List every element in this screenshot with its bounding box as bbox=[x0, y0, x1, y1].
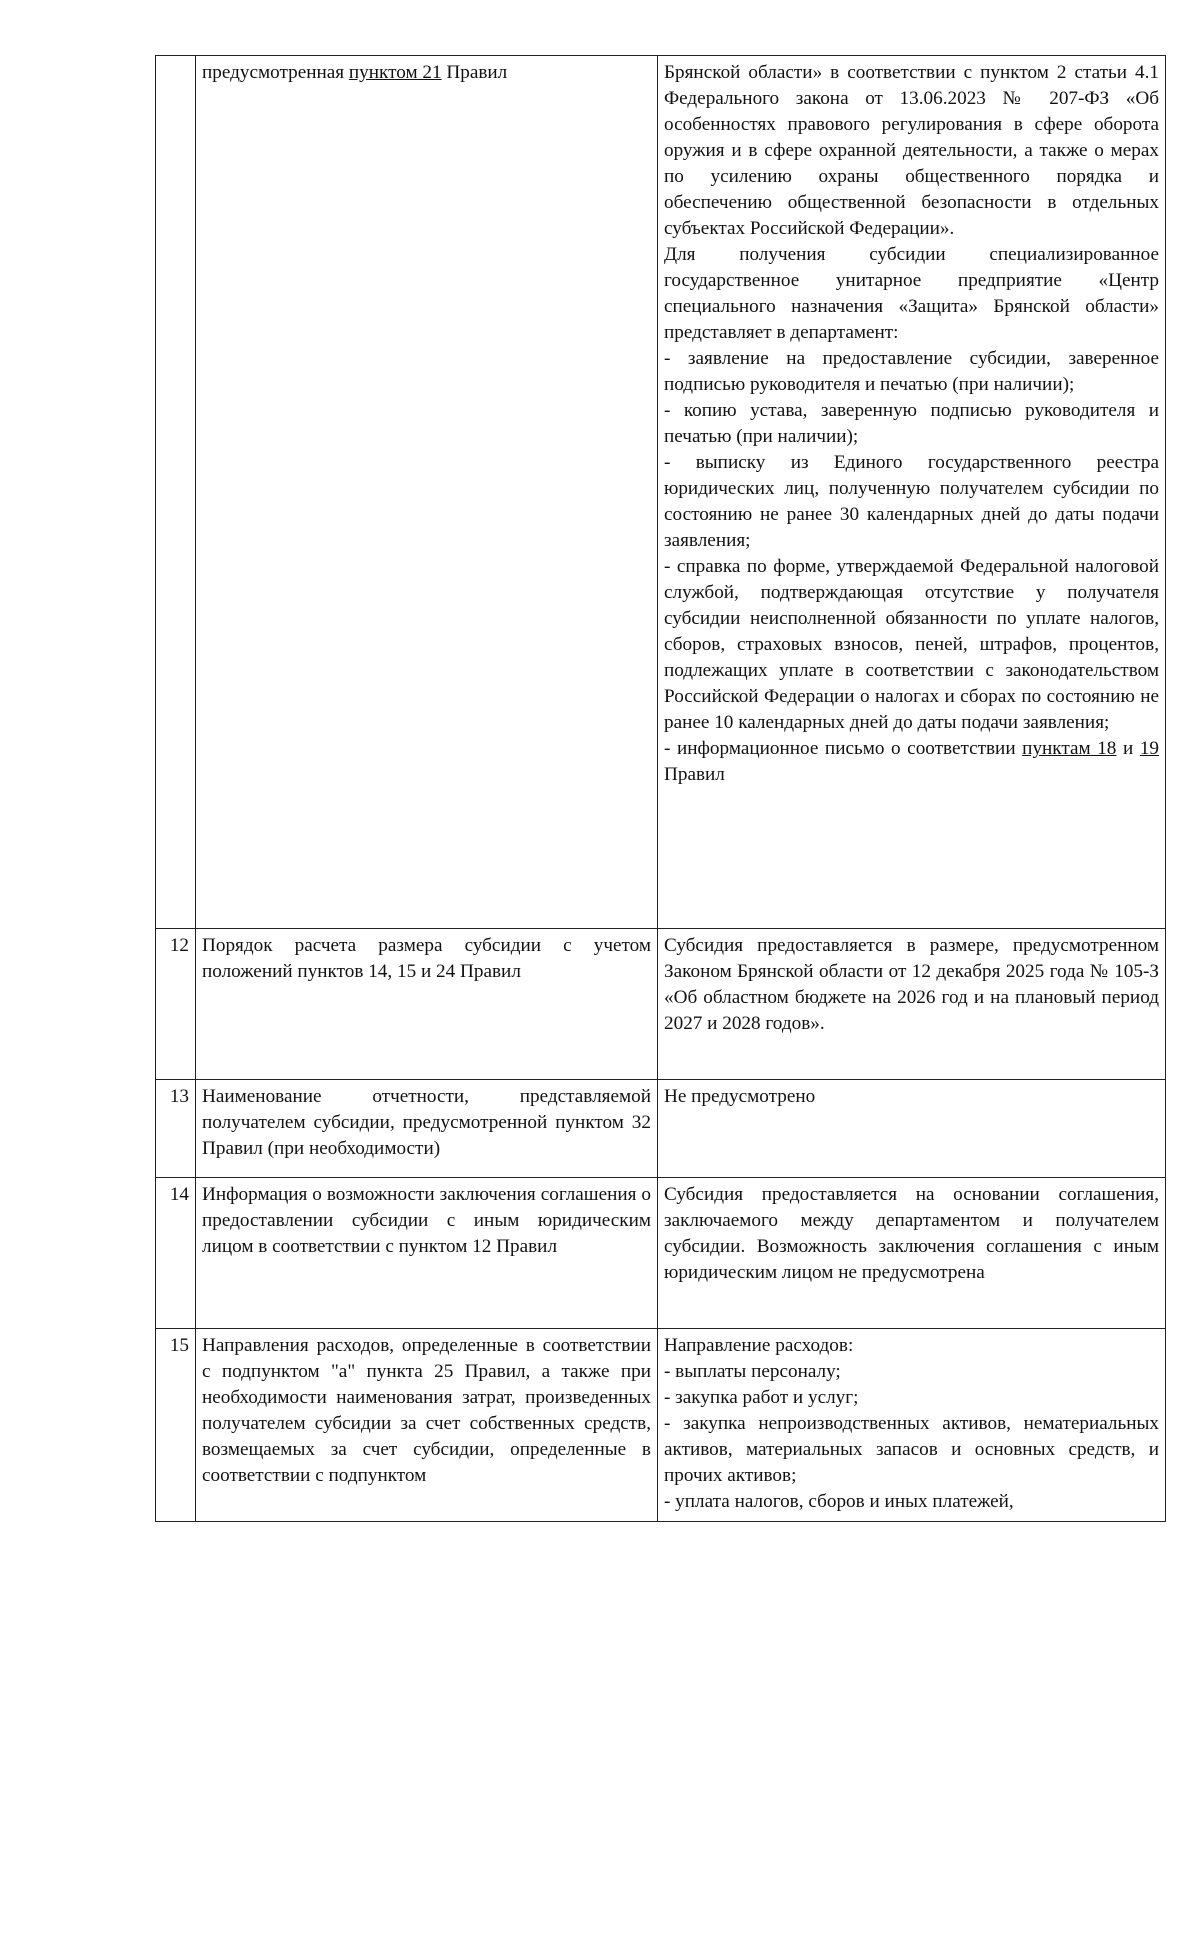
table-row bbox=[156, 56, 1166, 929]
value-line: Направление расходов: bbox=[664, 1335, 854, 1356]
table-row bbox=[156, 1178, 1166, 1329]
value-paragraph: - заявление на предоставление субсидии, заверенное подписью руководителя и печатью (при наличии); bbox=[664, 348, 1159, 395]
rule-link[interactable]: пунктом 21 bbox=[348, 62, 442, 83]
row-number: 13 bbox=[156, 1080, 196, 1178]
row-name bbox=[196, 56, 658, 929]
row-name-prefix: предусмотренная bbox=[202, 62, 349, 83]
last-para-mid: и bbox=[1116, 738, 1140, 759]
value-paragraph: - копию устава, заверенную подписью руководителя и печатью (при наличии); bbox=[664, 400, 1159, 447]
table-row bbox=[156, 929, 1166, 1080]
value-line: - уплата налогов, сборов и иных платежей, bbox=[664, 1491, 1014, 1512]
value-paragraph: - выписку из Единого государственного реестра юридических лиц, полученную получателем субсидии по состоянию не ранее 30 календарных дней до даты подачи заявления; bbox=[664, 452, 1159, 551]
row-value: Не предусмотрено bbox=[658, 1080, 1166, 1178]
row-value: Субсидия предоставляется в размере, предусмотренном Законом Брянской области от 12 декабря 2025 года № 105-З «Об областном бюджете на 2026 год и на плановый период 2027 и 2028 годов». bbox=[658, 929, 1166, 1080]
row-name: Направления расходов, определенные в соответствии с подпунктом "а" пункта 25 Правил, а также при необходимости наименования затрат, произведенных получателем субсидии за счет собственных средств, возмещаемых за счет субсидии, определенные в соответствии с подпунктом bbox=[196, 1329, 658, 1522]
row-name-suffix: Правил bbox=[441, 62, 508, 83]
subsidy-table bbox=[155, 55, 1166, 1522]
row-number: 15 bbox=[156, 1329, 196, 1522]
rule-link[interactable]: 19 bbox=[1139, 738, 1159, 759]
value-line: - закупка работ и услуг; bbox=[664, 1387, 859, 1408]
row-number: 14 bbox=[156, 1178, 196, 1329]
row-number bbox=[156, 56, 196, 929]
row-number: 12 bbox=[156, 929, 196, 1080]
value-paragraph: Для получения субсидии специализированное государственное унитарное предприятие «Центр специального назначения «Защита» Брянской области» представляет в департамент: bbox=[664, 244, 1159, 343]
row-value bbox=[658, 56, 1166, 929]
row-name: Информация о возможности заключения соглашения о предоставлении субсидии с иным юридическим лицом в соответствии с пунктом 12 Правил bbox=[196, 1178, 658, 1329]
row-value: Субсидия предоставляется на основании соглашения, заключаемого между департаментом и получателем субсидии. Возможность заключения соглашения с иным юридическим лицом не предусмотрена bbox=[658, 1178, 1166, 1329]
value-paragraph: - справка по форме, утверждаемой Федеральной налоговой службой, подтверждающая отсутствие у получателя субсидии неисполненной обязанности по уплате налогов, сборов, страховых взносов, пеней, штрафов, процентов, подлежащих уплате в соответствии с законодательством Российской Федерации о налогах и сборах по состоянию не ранее 10 календарных дней до даты подачи заявления; bbox=[664, 556, 1159, 733]
table-row bbox=[156, 1080, 1166, 1178]
value-paragraph: Брянской области» в соответствии с пунктом 2 статьи 4.1 Федерального закона от 13.06.2023 № 207-ФЗ «Об особенностях правового регулирования в сфере оборота оружия и в сфере охранной деятельности, а также о мерах по усилению охраны общественного порядка и обеспечению общественной безопасности в отдельных субъектах Российской Федерации». bbox=[664, 62, 1159, 239]
rule-link[interactable]: пунктам 18 bbox=[1022, 738, 1117, 759]
row-name: Порядок расчета размера субсидии с учетом положений пунктов 14, 15 и 24 Правил bbox=[196, 929, 658, 1080]
row-name: Наименование отчетности, представляемой получателем субсидии, предусмотренной пунктом 32 Правил (при необходимости) bbox=[196, 1080, 658, 1178]
last-para-suffix: Правил bbox=[664, 764, 725, 785]
table-row bbox=[156, 1329, 1166, 1522]
row-value bbox=[658, 1329, 1166, 1522]
value-line: - выплаты персоналу; bbox=[664, 1361, 841, 1382]
last-para-prefix: - информационное письмо о соответствии bbox=[664, 738, 1023, 759]
value-paragraph-last bbox=[664, 736, 1159, 788]
value-line: - закупка непроизводственных активов, нематериальных активов, материальных запасов и основных средств, и прочих активов; bbox=[664, 1413, 1159, 1486]
